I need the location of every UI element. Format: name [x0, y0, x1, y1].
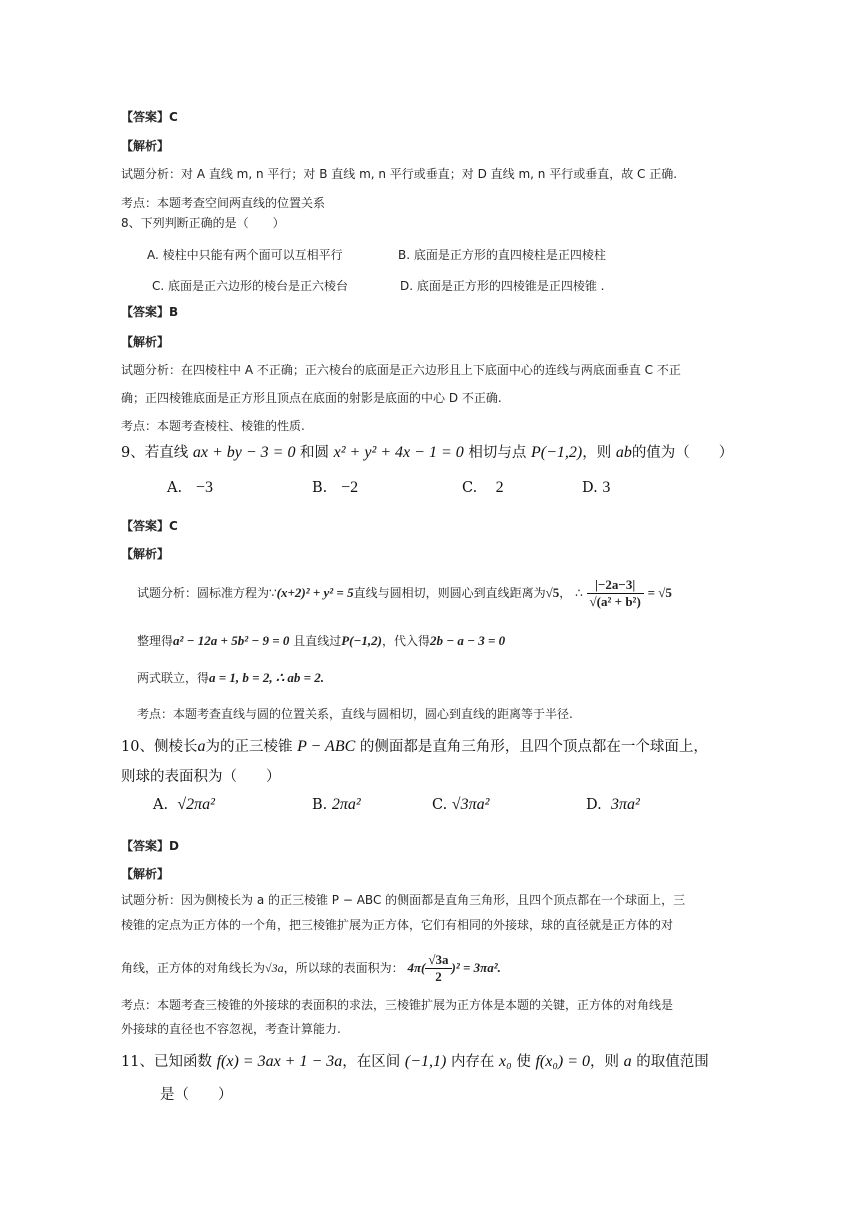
q9-a2-eq2: 2b − a − 3 = 0: [429, 633, 506, 648]
q7-analysis: 试题分析：对 A 直线 m, n 平行；对 B 直线 m, n 平行或垂直；对 D 直线 m, n 平行或垂直，故 C 正确.: [121, 167, 678, 181]
q10-analysis-label: 【解析】: [121, 867, 170, 881]
q9-analysis-line-1: 试题分析：圆标准方程为∵(x+2)² + y² = 5直线与圆相切，则圆心到直线距离为√5， ∴ $\frac{|-2a-3|}{\text{√(a² + b²)}}$ = √5: [137, 577, 672, 609]
q9-mid1: 和圆: [300, 445, 330, 461]
q9-option-c-value: 2: [495, 479, 504, 496]
q10-answer: 【答案】D: [121, 839, 179, 853]
q10-a3-mid: ，所以球的表面积为：: [283, 961, 404, 975]
q11-prefix: 11、已知函数: [121, 1054, 212, 1070]
q9-option-b-value: −2: [341, 479, 359, 496]
q9-suffix: 的值为（ ）: [631, 445, 734, 461]
q10-option-a-value: √2πa²: [177, 796, 215, 813]
q9-analysis-line-2: [137, 632, 505, 649]
q10-a: a: [197, 738, 206, 755]
q9-a1-eq: (x+2)² + y² = 5: [276, 585, 354, 600]
q10-analysis-line-2: 棱锥的定点为正方体的一个角，把三棱锥扩展为正方体，它们有相同的外接球，球的直径就是正方体的对: [121, 918, 674, 932]
q9-therefore-symbol: ∴: [575, 586, 583, 600]
q9-prefix: 9、若直线: [121, 445, 189, 461]
q7-analysis-label: 【解析】: [121, 139, 170, 153]
q9-a2-text: 整理得: [137, 634, 174, 648]
q8-answer: 【答案】B: [121, 305, 179, 319]
q9-option-d-label: D.: [582, 480, 598, 496]
q8-option-a: A. 棱柱中只能有两个面可以互相平行: [147, 248, 343, 262]
q11-mid2: 内存在: [450, 1054, 495, 1070]
q9-circle-eq: x² + y² + 4x − 1 = 0: [333, 444, 464, 461]
q10-formula-prefix: 4π(: [407, 960, 426, 975]
q9-a3-eq: a = 1, b = 2, ∴ ab = 2.: [209, 670, 325, 685]
q10-option-d-label: D.: [586, 797, 602, 813]
q11-function: f(x) = 3ax + 1 − 3a: [216, 1053, 343, 1070]
q8-analysis-line-2: 确；正四棱锥底面是正方形且顶点在底面的射影是底面的中心 D 不正确.: [121, 391, 502, 405]
q9-fraction-denominator: √(a² + b²): [589, 594, 641, 609]
q11-fx0: f(x₀) = 0: [535, 1053, 590, 1070]
q10-formula-numerator: √3a: [425, 952, 451, 969]
q11-question-line-1: [121, 1050, 709, 1071]
q9-line-eq: ax + by − 3 = 0: [192, 444, 296, 461]
q9-a2-point: P(−1,2): [341, 633, 382, 648]
q9-option-c-label: C.: [462, 480, 478, 496]
q10-mid: 为的正三棱锥: [205, 739, 293, 755]
q8-option-c: C. 底面是正六边形的棱台是正六棱台: [152, 279, 349, 293]
q9-a2-mid: 且直线过: [293, 634, 342, 648]
q10-question-line-2: 则球的表面积为（ ）: [121, 769, 281, 785]
q9-option-b: [312, 479, 358, 497]
q10-formula-suffix: )² = 3πa².: [451, 960, 501, 975]
q7-point: 考点：本题考查空间两直线的位置关系: [121, 196, 326, 210]
q9-option-b-label: B.: [312, 480, 328, 496]
q10-analysis-line-1: 试题分析：因为侧棱长为 a 的正三棱锥 P − ABC 的侧面都是直角三角形，且四个顶点都在一个球面上，三: [121, 893, 686, 907]
q8-option-d: D. 底面是正方形的四棱锥是正四棱锥 .: [400, 279, 605, 293]
q9-mid3: ，则: [582, 445, 612, 461]
q8-analysis-label: 【解析】: [121, 335, 170, 349]
q9-a1-result: = √5: [647, 585, 672, 600]
q9-mid2: 相切与点: [468, 445, 527, 461]
q9-option-a-label: A.: [167, 480, 183, 496]
q9-distance-fraction: [587, 577, 644, 610]
q10-formula-fraction: [425, 952, 451, 985]
q9-question: [121, 441, 733, 462]
q10-a3-text: 角线，正方体的对角线长为: [121, 961, 266, 975]
q9-point: 考点：本题考查直线与圆的位置关系，直线与圆相切，圆心到直线的距离等于半径.: [137, 707, 573, 721]
q10-suffix: 的侧面都是直角三角形，且四个顶点都在一个球面上，: [359, 739, 708, 755]
q9-a1-sqrt: √5: [545, 585, 560, 600]
q10-option-b-value: 2πa²: [331, 796, 361, 813]
q11-mid3: 使: [516, 1054, 531, 1070]
q10-a3-length: √3a: [265, 961, 284, 975]
q9-option-d: [582, 479, 610, 497]
q10-option-b: [312, 796, 361, 814]
q9-analysis-line-3: [137, 669, 324, 686]
q9-point-eq: P(−1,2): [530, 444, 583, 461]
q7-answer: 【答案】C: [121, 110, 178, 124]
q10-option-a: [153, 796, 215, 814]
q10-option-c-label: C.: [432, 797, 448, 813]
q9-answer: 【答案】C: [121, 519, 178, 533]
q10-formula-denominator: 2: [435, 969, 442, 984]
q8-option-b: B. 底面是正方形的直四棱柱是正四棱柱: [398, 248, 606, 262]
q10-point-line-1: 考点：本题考查三棱锥的外接球的表面积的求法，三棱锥扩展为正方体是本题的关键，正方体的对角线是: [121, 998, 674, 1012]
q11-interval: (−1,1): [404, 1053, 447, 1070]
q10-option-b-label: B.: [312, 797, 328, 813]
q10-question-line-1: [121, 735, 708, 756]
q10-option-c: [432, 796, 489, 814]
q9-a2-eq: a² − 12a + 5b² − 9 = 0: [173, 633, 290, 648]
q8-analysis-line-1: 试题分析：在四棱柱中 A 不正确；正六棱台的底面是正六边形且上下底面中心的连线与两底面垂直 C 不正: [121, 363, 681, 377]
q11-a: a: [623, 1053, 632, 1070]
q9-fraction-numerator: |−2a−3|: [587, 577, 644, 594]
q9-option-d-value: 3: [602, 479, 611, 496]
q10-option-c-value: √3πa²: [451, 796, 490, 813]
q9-a1-mid: 直线与圆相切，则圆心到直线距离为: [353, 586, 546, 600]
q10-option-d: [586, 796, 640, 814]
q9-a1-text: 试题分析：圆标准方程为∵: [137, 586, 277, 600]
q10-option-a-label: A.: [153, 797, 169, 813]
q11-suffix: 的取值范围: [636, 1054, 709, 1070]
q10-prefix: 10、侧棱长: [121, 739, 198, 755]
q9-analysis-label: 【解析】: [121, 547, 170, 561]
q9-a2-mid2: ，代入得: [381, 634, 430, 648]
q11-mid1: ，在区间: [342, 1054, 401, 1070]
q10-point-line-2: 外接球的直径也不容忽视，考查计算能力.: [121, 1022, 341, 1036]
q9-ab: ab: [615, 444, 632, 461]
q8-point: 考点：本题考查棱柱、棱锥的性质.: [121, 419, 305, 433]
q9-a3-text: 两式联立，得: [137, 671, 210, 685]
q11-mid4: ，则: [590, 1054, 619, 1070]
q10-pabc: P − ABC: [297, 738, 356, 755]
q10-option-d-value: 3πa²: [610, 796, 640, 813]
q8-question: 8、下列判断正确的是（ ）: [121, 216, 285, 230]
q11-x0: x₀: [499, 1053, 512, 1070]
q11-question-line-2: 是（ ）: [160, 1087, 233, 1103]
q10-analysis-line-3: [121, 952, 501, 985]
q9-option-c: [462, 479, 504, 497]
q9-option-a: [167, 479, 213, 497]
q9-option-a-value: −3: [195, 479, 213, 496]
